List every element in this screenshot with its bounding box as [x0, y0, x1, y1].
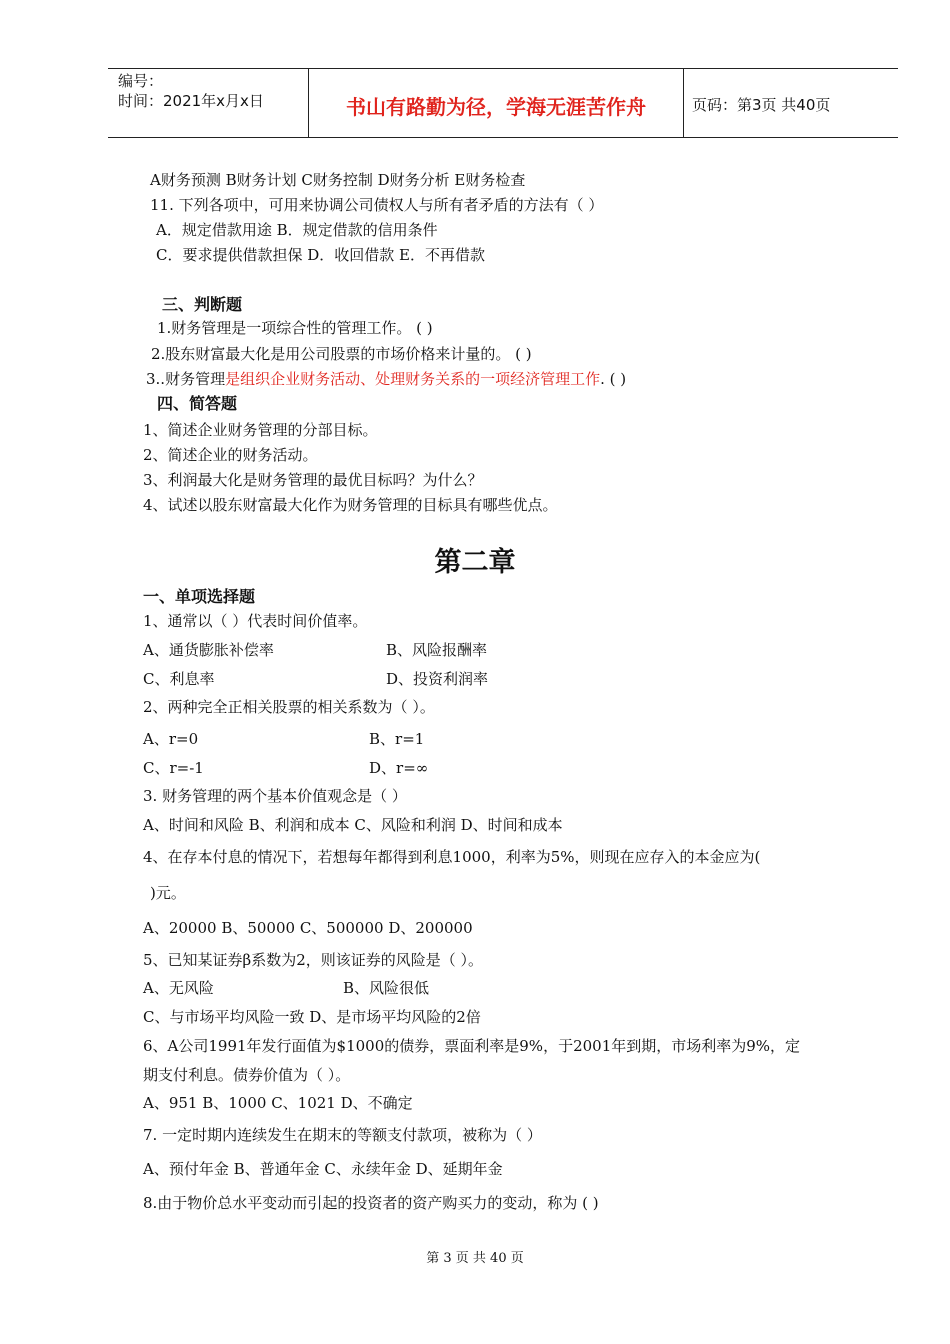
chapter-title: 第二章 — [434, 547, 516, 578]
choice-q3-options: A、时间和风险 B、利润和成本 C、风险和利润 D、时间和成本 — [143, 816, 563, 834]
time-label: 时间：2021年x月x日 — [118, 92, 264, 110]
page-footer: 第 3 页 共 40 页 — [426, 1251, 524, 1266]
choice-q2-option-c: C、r=-1 — [143, 759, 204, 777]
choice-question-4-line1: 4、在存本付息的情况下，若想每年都得到利息1000，利率为5%，则现在应存入的本金应为( — [143, 848, 761, 866]
header-divider — [308, 69, 309, 137]
section-choice-title: 一、单项选择题 — [143, 587, 256, 606]
choice-q7-options: A、预付年金 B、普通年金 C、永续年金 D、延期年金 — [143, 1160, 503, 1178]
choice-q2-option-a: A、r=0 — [143, 730, 199, 748]
judge-q3-highlight: 是组织企业财务活动、处理财务关系的一项经济管理工作 — [225, 370, 601, 388]
options-line: A财务预测 B财务计划 C财务控制 D财务分析 E财务检查 — [150, 171, 526, 189]
choice-question-7: 7. 一定时期内连续发生在期末的等额支付款项，被称为（ ） — [143, 1126, 542, 1144]
choice-question-4-line2: )元。 — [150, 884, 186, 902]
judge-question-3 — [146, 369, 626, 389]
section-judge-title: 三、判断题 — [162, 295, 243, 314]
header-divider — [683, 69, 684, 137]
short-question-4: 4、试述以股东财富最大化作为财务管理的目标具有哪些优点。 — [143, 496, 558, 514]
header-motto: 书山有路勤为径，学海无涯苦作舟 — [346, 95, 646, 119]
judge-q3-prefix: 3..财务管理 — [146, 370, 226, 388]
choice-q5-option-a: A、无风险 — [143, 979, 214, 997]
choice-q5-options-cd: C、与市场平均风险一致 D、是市场平均风险的2倍 — [143, 1008, 481, 1026]
choice-q2-option-d: D、r=∞ — [369, 759, 429, 777]
choice-question-5: 5、已知某证券β系数为2，则该证券的风险是（ ）。 — [143, 951, 484, 969]
choice-question-1: 1、通常以（ ）代表时间价值率。 — [143, 612, 368, 630]
page-header — [108, 68, 898, 138]
question-11-options-ab: A．规定借款用途 B．规定借款的信用条件 — [156, 221, 438, 239]
judge-question-1: 1.财务管理是一项综合性的管理工作。 ( ) — [157, 319, 433, 337]
short-question-2: 2、简述企业的财务活动。 — [143, 446, 318, 464]
section-short-answer-title: 四、简答题 — [157, 394, 238, 413]
choice-q1-option-c: C、利息率 — [143, 670, 215, 688]
question-11: 11. 下列各项中，可用来协调公司债权人与所有者矛盾的方法有（ ） — [150, 196, 604, 214]
choice-q6-options: A、951 B、1000 C、1021 D、不确定 — [143, 1094, 413, 1112]
choice-question-6-line2: 期支付利息。债券价值为（ ）。 — [143, 1066, 351, 1084]
short-question-1: 1、简述企业财务管理的分部目标。 — [143, 421, 378, 439]
choice-q1-option-a: A、通货膨胀补偿率 — [143, 641, 274, 659]
short-question-3: 3、利润最大化是财务管理的最优目标吗？为什么？ — [143, 471, 483, 489]
choice-question-3: 3. 财务管理的两个基本价值观念是（ ） — [143, 787, 407, 805]
choice-question-6-line1: 6、A公司1991年发行面值为$1000的债券，票面利率是9%，于2001年到期，市场利率为9%，定 — [143, 1037, 801, 1055]
number-label: 编号： — [118, 72, 164, 90]
choice-q1-option-b: B、风险报酬率 — [386, 641, 488, 659]
choice-q1-option-d: D、投资利润率 — [386, 670, 489, 688]
choice-q4-options: A、20000 B、50000 C、500000 D、200000 — [143, 919, 473, 937]
question-11-options-cde: C．要求提供借款担保 D．收回借款 E．不再借款 — [156, 246, 485, 264]
judge-question-2: 2.股东财富最大化是用公司股票的市场价格来计量的。 ( ) — [151, 345, 532, 363]
choice-question-2: 2、两种完全正相关股票的相关系数为（ ）。 — [143, 698, 435, 716]
choice-q2-option-b: B、r=1 — [369, 730, 425, 748]
choice-question-8: 8.由于物价总水平变动而引起的投资者的资产购买力的变动，称为 ( ) — [143, 1194, 599, 1212]
judge-q3-suffix: . ( ) — [600, 370, 627, 388]
header-page-info: 页码：第3页 共40页 — [692, 96, 831, 114]
choice-q5-option-b: B、风险很低 — [343, 979, 430, 997]
header-meta — [118, 71, 264, 111]
